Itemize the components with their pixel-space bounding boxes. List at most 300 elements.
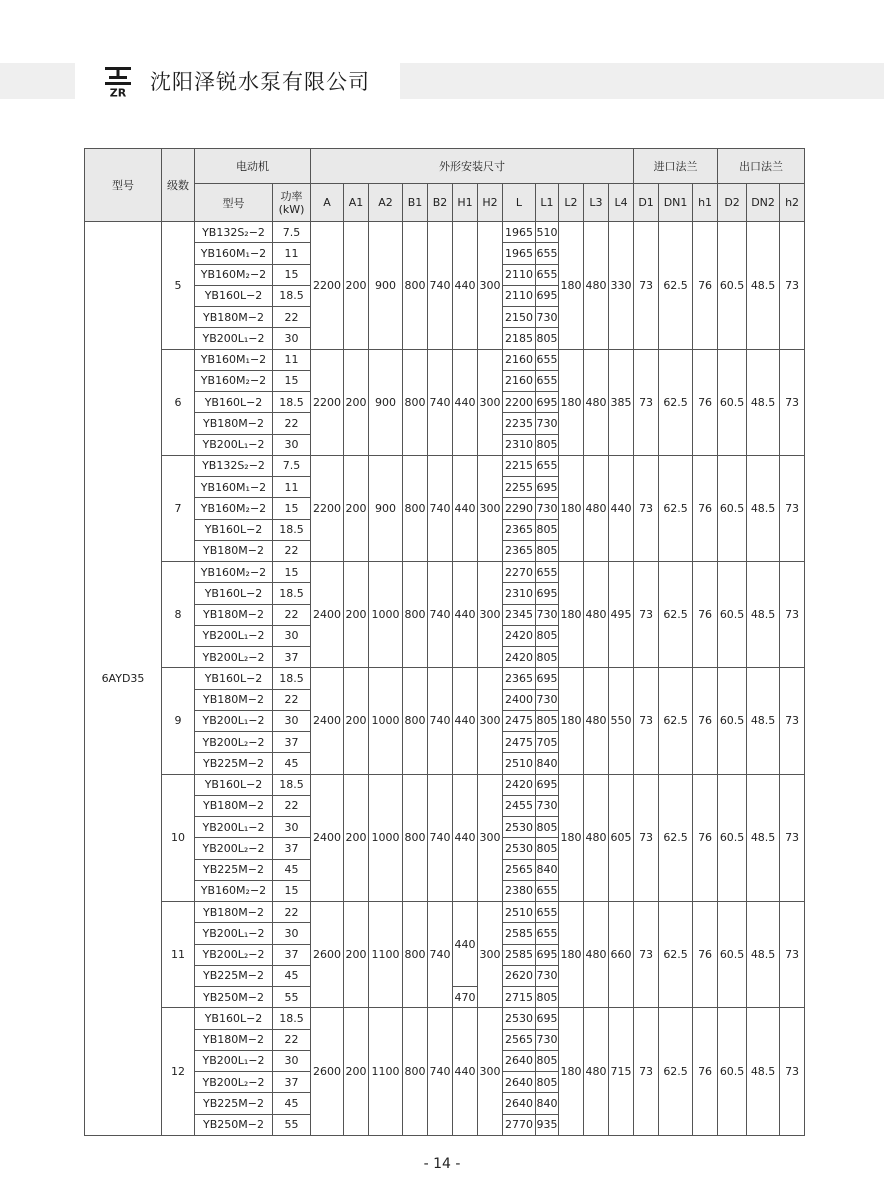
dim-l-cell: 2455 <box>503 795 536 816</box>
dim-a1-cell: 200 <box>344 1008 369 1136</box>
dim-a2-cell: 900 <box>369 222 403 350</box>
dim-d1-cell: 73 <box>634 562 659 668</box>
dim-d1-cell: 73 <box>634 668 659 774</box>
dim-d1-cell: 73 <box>634 349 659 455</box>
motor-power-cell: 30 <box>273 923 311 944</box>
dim-a1-cell: 200 <box>344 668 369 774</box>
dim-l3-cell: 480 <box>584 562 609 668</box>
motor-model-cell: YB225M−2 <box>195 859 273 880</box>
dim-dn2-cell: 48.5 <box>747 1008 780 1136</box>
dim-l1-cell: 655 <box>536 264 559 285</box>
dim-l-cell: 2530 <box>503 1008 536 1029</box>
motor-model-cell: YB160L−2 <box>195 285 273 306</box>
dim-l-cell: 2565 <box>503 1029 536 1050</box>
table-row <box>85 902 805 923</box>
dim-l-cell: 2530 <box>503 838 536 859</box>
dim-a-cell: 2200 <box>311 222 344 350</box>
dim-d1-cell: 73 <box>634 222 659 350</box>
motor-power-cell: 45 <box>273 965 311 986</box>
motor-power-cell: 30 <box>273 328 311 349</box>
dim-l1-cell: 935 <box>536 1114 559 1136</box>
motor-model-cell: YB160M₁−2 <box>195 349 273 370</box>
dim-b2-cell: 740 <box>428 774 453 902</box>
dim-l3-cell: 480 <box>584 222 609 350</box>
dim-l1-cell: 805 <box>536 838 559 859</box>
header-col-dn1: DN1 <box>659 184 693 222</box>
dim-a2-cell: 900 <box>369 349 403 455</box>
motor-power-cell: 11 <box>273 243 311 264</box>
dim-b2-cell: 740 <box>428 902 453 1008</box>
dim-l-cell: 2585 <box>503 944 536 965</box>
motor-power-cell: 45 <box>273 859 311 880</box>
dim-a2-cell: 1100 <box>369 1008 403 1136</box>
motor-power-cell: 7.5 <box>273 222 311 243</box>
dim-d1-cell: 73 <box>634 455 659 561</box>
dim-b2-cell: 740 <box>428 1008 453 1136</box>
dim-l1-cell: 695 <box>536 1008 559 1029</box>
dim-l-cell: 2620 <box>503 965 536 986</box>
dim-l2-cell: 180 <box>559 349 584 455</box>
motor-model-cell: YB180M−2 <box>195 604 273 625</box>
dim-l2-cell: 180 <box>559 562 584 668</box>
dim-a1-cell: 200 <box>344 349 369 455</box>
dim-l1-cell: 805 <box>536 647 559 668</box>
dim-l-cell: 2200 <box>503 392 536 413</box>
dim-dn1-cell: 62.5 <box>659 668 693 774</box>
dim-a-cell: 2400 <box>311 668 344 774</box>
dim-b2-cell: 740 <box>428 455 453 561</box>
motor-power-cell: 18.5 <box>273 774 311 795</box>
dim-d2-cell: 60.5 <box>718 562 747 668</box>
dim-l2-cell: 180 <box>559 902 584 1008</box>
header-col-d1: D1 <box>634 184 659 222</box>
dim-l1-cell: 730 <box>536 413 559 434</box>
dim-l-cell: 2270 <box>503 562 536 583</box>
dim-h2-cell: 73 <box>780 349 805 455</box>
dim-l4-cell: 330 <box>609 222 634 350</box>
header-col-b2: B2 <box>428 184 453 222</box>
dim-h1-cell: 76 <box>693 349 718 455</box>
motor-model-cell: YB180M−2 <box>195 307 273 328</box>
dim-dn1-cell: 62.5 <box>659 562 693 668</box>
dim-l1-cell: 730 <box>536 795 559 816</box>
dim-l-cell: 2640 <box>503 1072 536 1093</box>
dim-a2-cell: 1000 <box>369 774 403 902</box>
dim-l2-cell: 180 <box>559 774 584 902</box>
motor-model-cell: YB200L₁−2 <box>195 625 273 646</box>
motor-power-cell: 45 <box>273 753 311 774</box>
dim-dn1-cell: 62.5 <box>659 349 693 455</box>
motor-model-cell: YB160L−2 <box>195 668 273 689</box>
motor-model-cell: YB160L−2 <box>195 1008 273 1029</box>
dim-dn1-cell: 62.5 <box>659 1008 693 1136</box>
dim-l4-cell: 605 <box>609 774 634 902</box>
dim-h1-cell: 76 <box>693 1008 718 1136</box>
header-dimensions: 外形安装尺寸 <box>311 149 634 184</box>
dim-l1-cell: 840 <box>536 1093 559 1114</box>
dim-b1-cell: 800 <box>403 455 428 561</box>
stage-cell: 5 <box>162 222 195 350</box>
dim-dn2-cell: 48.5 <box>747 902 780 1008</box>
dim-l-cell: 2365 <box>503 668 536 689</box>
motor-power-cell: 18.5 <box>273 519 311 540</box>
dim-l1-cell: 655 <box>536 880 559 901</box>
motor-power-cell: 22 <box>273 604 311 625</box>
table-row <box>85 349 805 370</box>
dim-h1-cell: 470 <box>453 987 478 1008</box>
motor-power-cell: 30 <box>273 1050 311 1071</box>
stage-cell: 7 <box>162 455 195 561</box>
header-col-l3: L3 <box>584 184 609 222</box>
dim-dn2-cell: 48.5 <box>747 455 780 561</box>
dim-a2-cell: 1100 <box>369 902 403 1008</box>
motor-power-cell: 15 <box>273 562 311 583</box>
dim-l-cell: 2110 <box>503 264 536 285</box>
dim-l-cell: 2715 <box>503 987 536 1008</box>
table-row <box>85 562 805 583</box>
dim-h2-cell: 73 <box>780 902 805 1008</box>
motor-power-cell: 18.5 <box>273 285 311 306</box>
motor-model-cell: YB200L₂−2 <box>195 732 273 753</box>
header-col-a: A <box>311 184 344 222</box>
dim-l-cell: 2400 <box>503 689 536 710</box>
motor-model-cell: YB180M−2 <box>195 795 273 816</box>
table-row <box>85 668 805 689</box>
dim-h2-cell: 300 <box>478 1008 503 1136</box>
dim-d2-cell: 60.5 <box>718 774 747 902</box>
motor-model-cell: YB180M−2 <box>195 689 273 710</box>
header-col-h2: h2 <box>780 184 805 222</box>
dim-l1-cell: 695 <box>536 285 559 306</box>
dim-dn1-cell: 62.5 <box>659 774 693 902</box>
dim-l4-cell: 660 <box>609 902 634 1008</box>
dim-l-cell: 2585 <box>503 923 536 944</box>
dim-l1-cell: 695 <box>536 668 559 689</box>
dim-l-cell: 2185 <box>503 328 536 349</box>
dim-l3-cell: 480 <box>584 455 609 561</box>
motor-power-cell: 30 <box>273 710 311 731</box>
header-band-left <box>0 63 75 99</box>
dim-b2-cell: 740 <box>428 349 453 455</box>
dim-l1-cell: 695 <box>536 583 559 604</box>
motor-power-cell: 22 <box>273 902 311 923</box>
motor-model-cell: YB200L₁−2 <box>195 923 273 944</box>
dim-l1-cell: 805 <box>536 1050 559 1071</box>
dim-l1-cell: 805 <box>536 519 559 540</box>
stage-cell: 10 <box>162 774 195 902</box>
dim-l1-cell: 805 <box>536 710 559 731</box>
motor-model-cell: YB180M−2 <box>195 1029 273 1050</box>
stage-cell: 9 <box>162 668 195 774</box>
dim-dn2-cell: 48.5 <box>747 349 780 455</box>
dim-h2-cell: 73 <box>780 774 805 902</box>
dim-h1-cell: 440 <box>453 668 478 774</box>
dim-l1-cell: 695 <box>536 774 559 795</box>
motor-model-cell: YB200L₂−2 <box>195 838 273 859</box>
dim-a2-cell: 1000 <box>369 668 403 774</box>
dim-l4-cell: 385 <box>609 349 634 455</box>
motor-model-cell: YB160M₁−2 <box>195 243 273 264</box>
dim-dn1-cell: 62.5 <box>659 455 693 561</box>
dim-l1-cell: 695 <box>536 392 559 413</box>
dim-b2-cell: 740 <box>428 668 453 774</box>
motor-model-cell: YB250M−2 <box>195 1114 273 1136</box>
motor-model-cell: YB225M−2 <box>195 753 273 774</box>
dim-l1-cell: 655 <box>536 562 559 583</box>
dim-l-cell: 2235 <box>503 413 536 434</box>
dim-h1-cell: 440 <box>453 902 478 987</box>
dim-l1-cell: 730 <box>536 307 559 328</box>
dim-d2-cell: 60.5 <box>718 668 747 774</box>
motor-model-cell: YB200L₁−2 <box>195 1050 273 1071</box>
motor-model-cell: YB160L−2 <box>195 583 273 604</box>
dim-l-cell: 2380 <box>503 880 536 901</box>
dim-l1-cell: 840 <box>536 753 559 774</box>
dim-a1-cell: 200 <box>344 774 369 902</box>
dim-h2-cell: 73 <box>780 1008 805 1136</box>
motor-model-cell: YB200L₁−2 <box>195 328 273 349</box>
header-col-a1: A1 <box>344 184 369 222</box>
dim-d2-cell: 60.5 <box>718 455 747 561</box>
dim-l-cell: 1965 <box>503 222 536 243</box>
dim-a-cell: 2200 <box>311 455 344 561</box>
dim-l1-cell: 695 <box>536 477 559 498</box>
dim-l1-cell: 655 <box>536 902 559 923</box>
dim-b1-cell: 800 <box>403 774 428 902</box>
motor-power-cell: 37 <box>273 732 311 753</box>
dim-l-cell: 2365 <box>503 540 536 561</box>
dim-h1-cell: 76 <box>693 774 718 902</box>
dim-l3-cell: 480 <box>584 902 609 1008</box>
dim-l1-cell: 805 <box>536 817 559 838</box>
dim-l-cell: 2640 <box>503 1050 536 1071</box>
dim-b2-cell: 740 <box>428 222 453 350</box>
dim-h2-cell: 300 <box>478 774 503 902</box>
dim-l-cell: 2530 <box>503 817 536 838</box>
stage-cell: 12 <box>162 1008 195 1136</box>
dim-a2-cell: 900 <box>369 455 403 561</box>
dim-dn2-cell: 48.5 <box>747 562 780 668</box>
motor-model-cell: YB180M−2 <box>195 902 273 923</box>
dim-l1-cell: 730 <box>536 604 559 625</box>
motor-power-cell: 18.5 <box>273 1008 311 1029</box>
dim-h2-cell: 73 <box>780 222 805 350</box>
motor-model-cell: YB160M₂−2 <box>195 370 273 391</box>
motor-power-cell: 11 <box>273 477 311 498</box>
motor-model-cell: YB132S₂−2 <box>195 455 273 476</box>
page-number: - 14 - <box>423 1156 461 1172</box>
dim-a-cell: 2600 <box>311 902 344 1008</box>
motor-power-cell: 37 <box>273 838 311 859</box>
motor-model-cell: YB160M₂−2 <box>195 498 273 519</box>
dim-l3-cell: 480 <box>584 668 609 774</box>
dim-l-cell: 2420 <box>503 774 536 795</box>
dim-l1-cell: 805 <box>536 987 559 1008</box>
dim-l-cell: 2215 <box>503 455 536 476</box>
header-outlet-flange: 出口法兰 <box>718 149 805 184</box>
header-col-l: L <box>503 184 536 222</box>
dim-l1-cell: 805 <box>536 540 559 561</box>
header-col-h1: H1 <box>453 184 478 222</box>
header-motor-model: 型号 <box>195 184 273 222</box>
header-stages: 级数 <box>162 149 195 222</box>
header-motor-power: 功率(kW) <box>273 184 311 222</box>
motor-power-cell: 18.5 <box>273 583 311 604</box>
header-col-h2: H2 <box>478 184 503 222</box>
dim-d1-cell: 73 <box>634 902 659 1008</box>
dim-b1-cell: 800 <box>403 668 428 774</box>
dim-l-cell: 2310 <box>503 434 536 455</box>
dim-dn1-cell: 62.5 <box>659 902 693 1008</box>
motor-model-cell: YB160M₂−2 <box>195 264 273 285</box>
dim-h2-cell: 300 <box>478 668 503 774</box>
company-logo-icon <box>104 67 132 97</box>
dim-b1-cell: 800 <box>403 222 428 350</box>
header-motor: 电动机 <box>195 149 311 184</box>
header-col-b1: B1 <box>403 184 428 222</box>
dim-l-cell: 2420 <box>503 647 536 668</box>
dim-l-cell: 2110 <box>503 285 536 306</box>
dim-a-cell: 2200 <box>311 349 344 455</box>
dim-d1-cell: 73 <box>634 1008 659 1136</box>
dim-b1-cell: 800 <box>403 562 428 668</box>
dim-h2-cell: 73 <box>780 562 805 668</box>
dim-l3-cell: 480 <box>584 1008 609 1136</box>
header-col-h1: h1 <box>693 184 718 222</box>
header-col-l2: L2 <box>559 184 584 222</box>
dim-l-cell: 2510 <box>503 753 536 774</box>
dim-d2-cell: 60.5 <box>718 222 747 350</box>
dim-h1-cell: 440 <box>453 562 478 668</box>
dim-l3-cell: 480 <box>584 349 609 455</box>
pump-model-cell: 6AYD35 <box>85 222 162 1136</box>
dim-l1-cell: 805 <box>536 625 559 646</box>
dim-b2-cell: 740 <box>428 562 453 668</box>
motor-power-cell: 7.5 <box>273 455 311 476</box>
dim-h2-cell: 300 <box>478 455 503 561</box>
dim-l4-cell: 440 <box>609 455 634 561</box>
motor-model-cell: YB250M−2 <box>195 987 273 1008</box>
dim-dn2-cell: 48.5 <box>747 774 780 902</box>
motor-power-cell: 22 <box>273 307 311 328</box>
motor-power-cell: 15 <box>273 880 311 901</box>
dim-a-cell: 2600 <box>311 1008 344 1136</box>
stage-cell: 8 <box>162 562 195 668</box>
dim-d2-cell: 60.5 <box>718 902 747 1008</box>
dim-l-cell: 2565 <box>503 859 536 880</box>
header-col-l4: L4 <box>609 184 634 222</box>
pump-spec-table <box>84 148 805 1136</box>
dim-l1-cell: 655 <box>536 455 559 476</box>
header-band-right <box>400 63 884 99</box>
header-col-l1: L1 <box>536 184 559 222</box>
motor-power-cell: 18.5 <box>273 392 311 413</box>
dim-h1-cell: 76 <box>693 562 718 668</box>
dim-a-cell: 2400 <box>311 562 344 668</box>
motor-power-cell: 15 <box>273 370 311 391</box>
motor-model-cell: YB160L−2 <box>195 519 273 540</box>
dim-l2-cell: 180 <box>559 668 584 774</box>
dim-l-cell: 2290 <box>503 498 536 519</box>
dim-h2-cell: 300 <box>478 562 503 668</box>
dim-l-cell: 2510 <box>503 902 536 923</box>
motor-power-cell: 30 <box>273 434 311 455</box>
dim-l-cell: 1965 <box>503 243 536 264</box>
dim-l1-cell: 730 <box>536 965 559 986</box>
motor-model-cell: YB160M₁−2 <box>195 477 273 498</box>
dim-l1-cell: 805 <box>536 328 559 349</box>
dim-l1-cell: 805 <box>536 434 559 455</box>
stage-cell: 11 <box>162 902 195 1008</box>
motor-power-cell: 22 <box>273 540 311 561</box>
dim-h1-cell: 76 <box>693 902 718 1008</box>
motor-power-cell: 37 <box>273 647 311 668</box>
motor-model-cell: YB160L−2 <box>195 774 273 795</box>
motor-power-cell: 22 <box>273 1029 311 1050</box>
motor-power-cell: 22 <box>273 689 311 710</box>
dim-l-cell: 2255 <box>503 477 536 498</box>
dim-dn2-cell: 48.5 <box>747 668 780 774</box>
dim-l1-cell: 655 <box>536 349 559 370</box>
dim-l-cell: 2160 <box>503 349 536 370</box>
dim-l1-cell: 655 <box>536 370 559 391</box>
dim-l4-cell: 550 <box>609 668 634 774</box>
motor-power-cell: 30 <box>273 817 311 838</box>
dim-a1-cell: 200 <box>344 455 369 561</box>
dim-l4-cell: 495 <box>609 562 634 668</box>
motor-model-cell: YB160L−2 <box>195 392 273 413</box>
dim-h1-cell: 76 <box>693 668 718 774</box>
dim-l1-cell: 695 <box>536 944 559 965</box>
dim-l-cell: 2475 <box>503 732 536 753</box>
dim-l1-cell: 510 <box>536 222 559 243</box>
dim-l-cell: 2345 <box>503 604 536 625</box>
motor-power-cell: 30 <box>273 625 311 646</box>
dim-h1-cell: 440 <box>453 455 478 561</box>
motor-power-cell: 15 <box>273 264 311 285</box>
dim-l3-cell: 480 <box>584 774 609 902</box>
motor-model-cell: YB180M−2 <box>195 413 273 434</box>
dim-l2-cell: 180 <box>559 1008 584 1136</box>
motor-power-cell: 37 <box>273 1072 311 1093</box>
dim-l-cell: 2640 <box>503 1093 536 1114</box>
table-row <box>85 774 805 795</box>
dim-h1-cell: 76 <box>693 222 718 350</box>
dim-l1-cell: 655 <box>536 923 559 944</box>
dim-a2-cell: 1000 <box>369 562 403 668</box>
header-col-dn2: DN2 <box>747 184 780 222</box>
motor-power-cell: 45 <box>273 1093 311 1114</box>
dim-h2-cell: 73 <box>780 668 805 774</box>
dim-dn2-cell: 48.5 <box>747 222 780 350</box>
motor-power-cell: 55 <box>273 987 311 1008</box>
dim-h2-cell: 300 <box>478 902 503 1008</box>
dim-l-cell: 2160 <box>503 370 536 391</box>
dim-d2-cell: 60.5 <box>718 349 747 455</box>
dim-a-cell: 2400 <box>311 774 344 902</box>
dim-l-cell: 2310 <box>503 583 536 604</box>
header-inlet-flange: 进口法兰 <box>634 149 718 184</box>
motor-model-cell: YB160M₂−2 <box>195 880 273 901</box>
dim-l1-cell: 840 <box>536 859 559 880</box>
dim-l1-cell: 730 <box>536 1029 559 1050</box>
dim-h2-cell: 73 <box>780 455 805 561</box>
dim-l1-cell: 730 <box>536 498 559 519</box>
company-name: 沈阳泽锐水泵有限公司 <box>150 70 370 94</box>
dim-l-cell: 2420 <box>503 625 536 646</box>
dim-l-cell: 2770 <box>503 1114 536 1136</box>
motor-model-cell: YB132S₂−2 <box>195 222 273 243</box>
